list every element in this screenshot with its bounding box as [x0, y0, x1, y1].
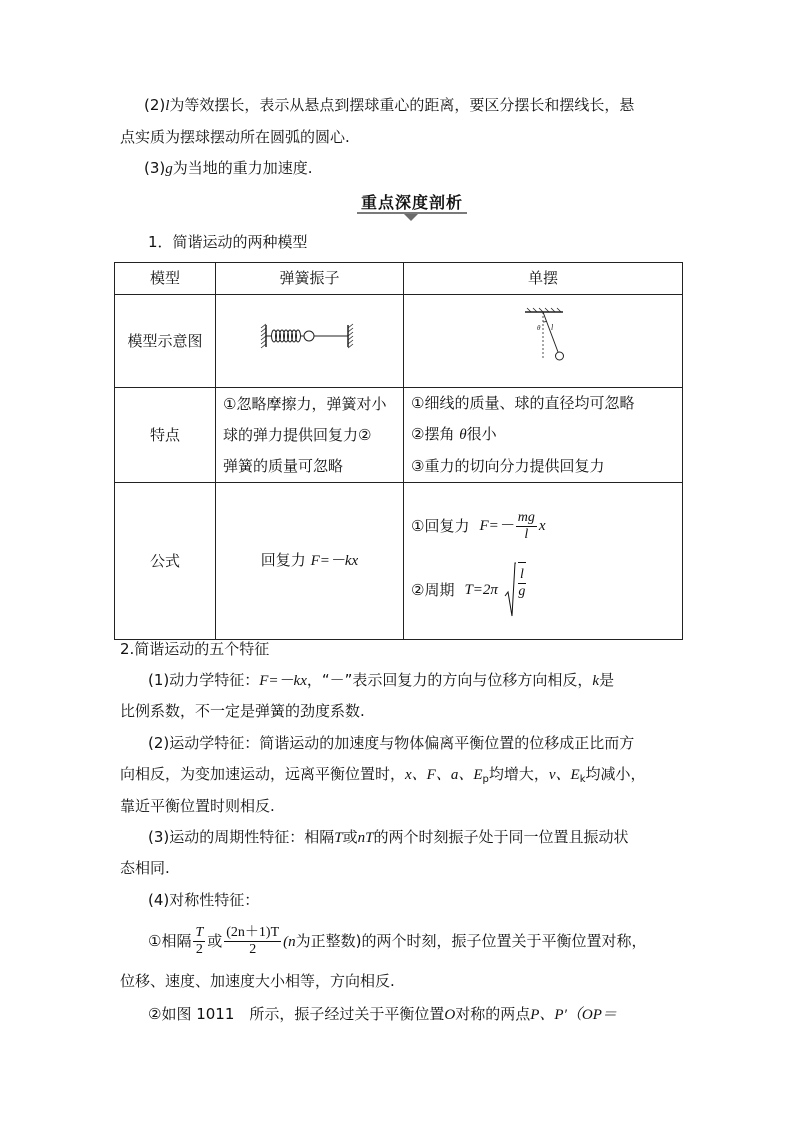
feature-4-item2-line1 — [148, 1004, 617, 1025]
pendulum-formula-cell — [404, 483, 683, 640]
fraction-l-over-g — [518, 562, 526, 618]
spring-feature-line: 弹簧的质量可忽略 — [223, 456, 344, 475]
spring-oscillator-diagram-cell — [216, 295, 404, 388]
section-title-text: 重点深度剖析 — [360, 193, 463, 212]
length-label: l — [551, 322, 554, 332]
theta-symbol: θ — [459, 427, 467, 443]
fraction-numerator: (2n＋1)T — [226, 925, 280, 940]
fraction-denominator: l — [524, 526, 529, 542]
paragraph-3 — [144, 158, 313, 179]
paragraph-2-line2: 点实质为摆球摆动所在圆弧的圆心. — [120, 128, 350, 146]
variable-t: T — [334, 830, 343, 846]
fraction-t-over-2 — [193, 925, 205, 958]
variables-v-ek: v、E — [548, 767, 580, 783]
table-row-diagram — [115, 295, 683, 388]
formula-lhs: F=－ — [479, 518, 514, 534]
table-row-features — [115, 388, 683, 483]
sqrt-symbol — [504, 562, 528, 618]
pendulum-feature-line: ①细线的质量、球的直径均可忽略 — [411, 394, 635, 412]
variables-p-p-prime: P、P′ — [530, 1007, 567, 1023]
feature-text: ①相隔 — [148, 932, 192, 950]
formula-label: ②周期 — [411, 581, 455, 599]
feature-text: 向相反，为变加速运动，远离平衡位置时， — [120, 765, 406, 783]
feature-4-item1-line2: 位移、速度、加速度大小相等，方向相反. — [120, 972, 395, 990]
paragraph-2-line1 — [144, 95, 634, 116]
feature-text: (1)动力学特征： — [148, 671, 260, 689]
feature-4-item1-line1 — [148, 923, 647, 960]
restoring-force-formula — [411, 497, 682, 555]
section-title — [357, 190, 467, 213]
pendulum-feature-line — [404, 419, 682, 451]
formula-op: （OP＝ — [566, 1007, 617, 1023]
fraction-mg-over-l — [516, 510, 537, 543]
paragraph-number: (2) — [144, 96, 166, 114]
subscript-p: p — [482, 774, 489, 785]
variable-nt: nT — [357, 830, 374, 846]
feature-text: 对称的两点 — [455, 1005, 531, 1023]
variable-l: l — [165, 98, 170, 114]
fraction-2n-plus-1-t-over-2 — [224, 925, 281, 958]
feature-text: (3)运动的周期性特征：相隔 — [148, 828, 335, 846]
paragraph-text: 为当地的重力加速度. — [172, 159, 313, 177]
spring-feature-line: 球的弹力提供回复力② — [223, 425, 372, 444]
spring-formula: F=－kx — [310, 553, 359, 569]
spring-features-cell — [216, 388, 404, 483]
simple-pendulum-diagram-cell — [404, 295, 683, 388]
period-formula — [411, 555, 682, 625]
feature-text: 或 — [207, 932, 223, 950]
formula-label: ①回复力 — [411, 517, 470, 535]
feature-text: ②如图 1011 所示，振子经过关于平衡位置 — [148, 1005, 445, 1023]
variable-k: k — [592, 673, 600, 689]
variable-o: O — [444, 1007, 456, 1023]
models-table — [114, 262, 683, 640]
radical-sign — [504, 562, 516, 618]
down-triangle-icon — [404, 214, 418, 221]
row-label-formula: 公式 — [115, 483, 216, 640]
feature-text: 为正整数)的两个时刻，振子位置关于平衡位置对称， — [295, 932, 647, 950]
fraction-denominator: 2 — [249, 942, 257, 957]
fraction-denominator: g — [518, 584, 526, 599]
spring-feature-line: ①忽略摩擦力，弹簧对小 — [223, 394, 387, 413]
feature-2-line1: (2)运动学特征：简谐运动的加速度与物体偏离平衡位置的位移成正比而方 — [148, 734, 635, 752]
feature-2-line2 — [120, 764, 646, 790]
fraction-numerator: T — [195, 925, 204, 940]
feature-text: 的两个时刻振子处于同一位置且振动状 — [373, 828, 629, 846]
variable-n: (n — [283, 934, 296, 950]
spring-formula-cell — [216, 483, 404, 640]
feature-2-line3: 靠近平衡位置时则相反. — [120, 797, 275, 815]
paragraph-text: 为等效摆长，表示从悬点到摆球重心的距离，要区分摆长和摆线长，悬 — [169, 96, 635, 114]
variable-g: g — [165, 161, 173, 177]
heading-two-models: 1．简谐运动的两种模型 — [148, 233, 308, 251]
formula-tail: x — [538, 518, 546, 534]
row-label-diagram: 模型示意图 — [115, 295, 216, 388]
feature-4-title: (4)对称性特征： — [148, 891, 260, 909]
feature-3-line1 — [148, 827, 628, 848]
header-spring-oscillator: 弹簧振子 — [216, 263, 404, 295]
theta-label: θ — [537, 323, 541, 332]
pendulum-feature-text: 很小 — [466, 425, 497, 443]
variables-x-f-a-ep: x、F、a、E — [405, 767, 483, 783]
header-simple-pendulum: 单摆 — [404, 263, 683, 295]
simple-pendulum-diagram — [513, 306, 573, 366]
spring-oscillator-diagram — [260, 321, 360, 351]
fraction-denominator: 2 — [195, 942, 203, 957]
formula-label: 回复力 — [260, 551, 306, 569]
formula-f-kx: F=－kx — [259, 673, 307, 689]
table-row-formula — [115, 483, 683, 640]
feature-text: 或 — [342, 828, 358, 846]
feature-text: 均增大， — [488, 765, 549, 783]
pendulum-feature-text: ②摆角 — [411, 425, 455, 443]
subscript-k: k — [579, 774, 586, 785]
row-label-features: 特点 — [115, 388, 216, 483]
fraction-numerator: mg — [517, 509, 535, 525]
feature-1-line2: 比例系数，不一定是弹簧的劲度系数. — [120, 702, 365, 720]
pendulum-feature-line: ③重力的切向分力提供回复力 — [411, 457, 605, 475]
heading-five-features: 2.简谐运动的五个特征 — [120, 640, 270, 658]
feature-3-line2: 态相同. — [120, 859, 170, 877]
pendulum-features-cell — [404, 388, 683, 483]
paragraph-number: (3) — [144, 159, 166, 177]
formula-lhs: T=2π — [464, 582, 498, 598]
feature-text: 是 — [599, 671, 615, 689]
feature-text: ，“－”表示回复力的方向与位移方向相反， — [306, 671, 593, 689]
fraction-numerator: l — [519, 567, 524, 582]
table-header-row — [115, 263, 683, 295]
feature-1-line1 — [148, 670, 614, 691]
feature-text: 均减小， — [585, 765, 646, 783]
header-model: 模型 — [115, 263, 216, 295]
